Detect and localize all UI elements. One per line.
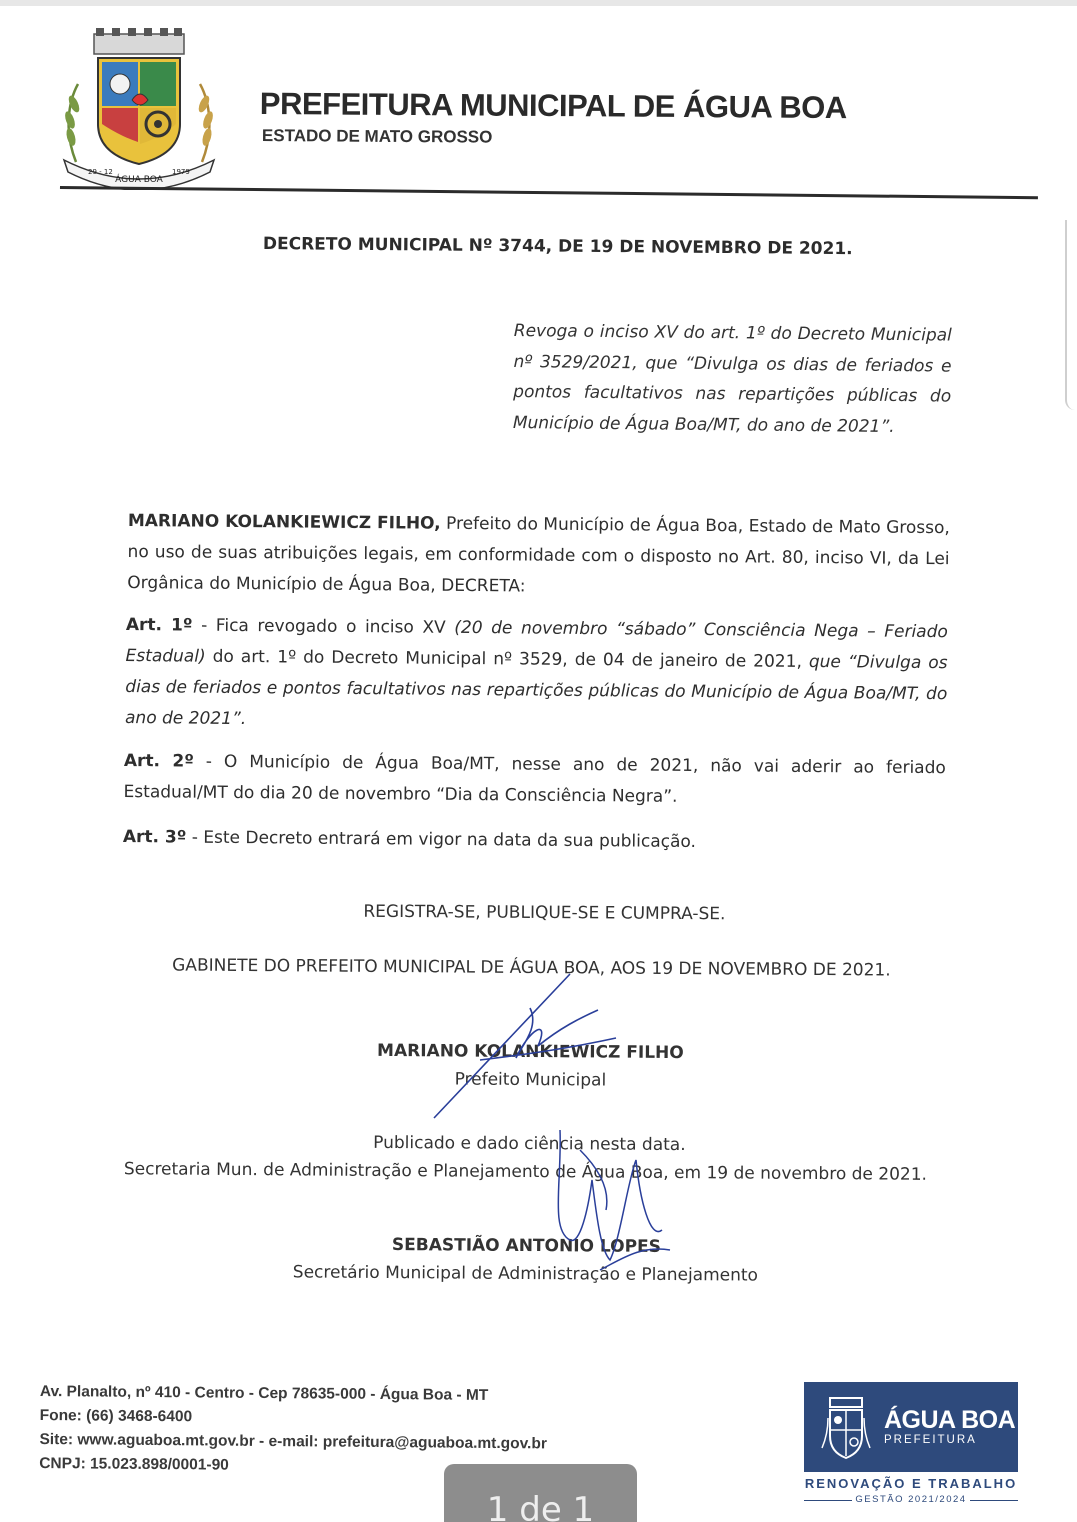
mayor-name: MARIANO KOLANKIEWICZ FILHO	[377, 1040, 684, 1064]
article-2	[123, 746, 946, 815]
crest-right-numerals: 1979	[172, 168, 190, 176]
published-line-1: Publicado e dado ciência nesta data.	[373, 1132, 686, 1156]
page-indicator[interactable]	[444, 1464, 637, 1522]
footer-cnpj: CNPJ: 15.023.898/0001-90	[39, 1454, 229, 1474]
decree-preamble	[127, 506, 950, 606]
article-2-label: Art. 2º	[123, 750, 194, 772]
published-line-2: Secretaria Mun. de Administração e Planejamento de Água Boa, em 19 de novembro de 2021.	[123, 1159, 928, 1185]
gabinete-line: GABINETE DO PREFEITO MUNICIPAL DE ÁGUA BOA, AOS 19 DE NOVEMBRO DE 2021.	[172, 955, 891, 981]
footer-slogan: RENOVAÇÃO E TRABALHO	[804, 1476, 1018, 1491]
footer-address: Av. Planalto, nº 410 - Centro - Cep 78635-000 - Água Boa - MT	[39, 1382, 489, 1404]
page-title: PREFEITURA MUNICIPAL DE ÁGUA BOA	[259, 86, 847, 126]
article-1-italic-b: que “Divulga os dias de feriados e pontos facultativos nas repartições públicas do Município de Água Boa/MT, do ano de 2021”.	[124, 651, 948, 730]
article-1-text-a: - Fica revogado o inciso XV	[192, 615, 455, 638]
crest-ribbon-label: ÁGUA BOA	[115, 175, 163, 185]
secretary-role: Secretário Municipal de Administração e Planejamento	[292, 1262, 759, 1286]
footer-logo-sub: PREFEITURA	[884, 1434, 977, 1446]
article-3-text: - Este Decreto entrará em vigor na data da sua publicação.	[186, 827, 697, 853]
article-1	[125, 610, 948, 741]
article-1-text-b: do art. 1º do Decreto Municipal nº 3529, de 04 de janeiro de 2021,	[205, 646, 809, 672]
mayor-role: Prefeito Municipal	[454, 1069, 607, 1091]
footer-gestao-text: GESTÃO 2021/2024	[855, 1494, 967, 1505]
decree-ementa: Revoga o inciso XV do art. 1º do Decreto Municipal nº 3529/2021, que “Divulga os dias de feriados e pontos facultativos nas repartições públicas do Município de Água Boa/MT, do ano de 2021”.	[512, 320, 952, 437]
article-3	[123, 822, 923, 860]
header-rule	[60, 186, 1038, 199]
footer-site: Site: www.aguaboa.mt.gov.br - e-mail: prefeitura@aguaboa.mt.gov.br	[39, 1430, 547, 1453]
preamble-name: MARIANO KOLANKIEWICZ FILHO,	[127, 510, 441, 534]
footer-brand-logo	[804, 1382, 1018, 1472]
footer-crest-icon	[818, 1392, 874, 1462]
article-1-italic-a: (20 de novembro “sábado” Consciência Nega – Feriado Estadual)	[125, 617, 948, 667]
page-subtitle: ESTADO DE MATO GROSSO	[261, 126, 493, 147]
top-strip	[0, 0, 1077, 6]
article-2-text: - O Município de Água Boa/MT, nesse ano de 2021, não vai aderir ao feriado Estadual/MT do dia 20 de novembro “Dia da Consciência Negra”.	[123, 751, 946, 807]
decree-title: DECRETO MUNICIPAL Nº 3744, DE 19 DE NOVEMBRO DE 2021.	[262, 234, 853, 260]
municipal-crest-logo	[60, 22, 218, 190]
article-3-label: Art. 3º	[122, 826, 187, 848]
article-1-label: Art. 1º	[125, 614, 193, 636]
footer-logo-name: ÁGUA BOA	[884, 1406, 1016, 1434]
footer-gestao	[804, 1494, 1018, 1508]
footer-phone: Fone: (66) 3468-6400	[39, 1406, 193, 1426]
page-indicator-text: 1 de 1	[486, 1490, 595, 1522]
crest-left-numerals: 29 - 12	[88, 168, 113, 176]
secretary-name: SEBASTIÃO ANTONIO LOPES	[391, 1235, 661, 1257]
page-edge	[1065, 220, 1077, 410]
registra-line: REGISTRA-SE, PUBLIQUE-SE E CUMPRA-SE.	[363, 901, 726, 925]
preamble-text: Prefeito do Município de Água Boa, Estado de Mato Grosso, no uso de suas atribuições legais, em conformidade com o disposto no Art. 80, inciso VI, da Lei Orgânica do Município de Água Boa, DECRETA:	[127, 513, 950, 597]
